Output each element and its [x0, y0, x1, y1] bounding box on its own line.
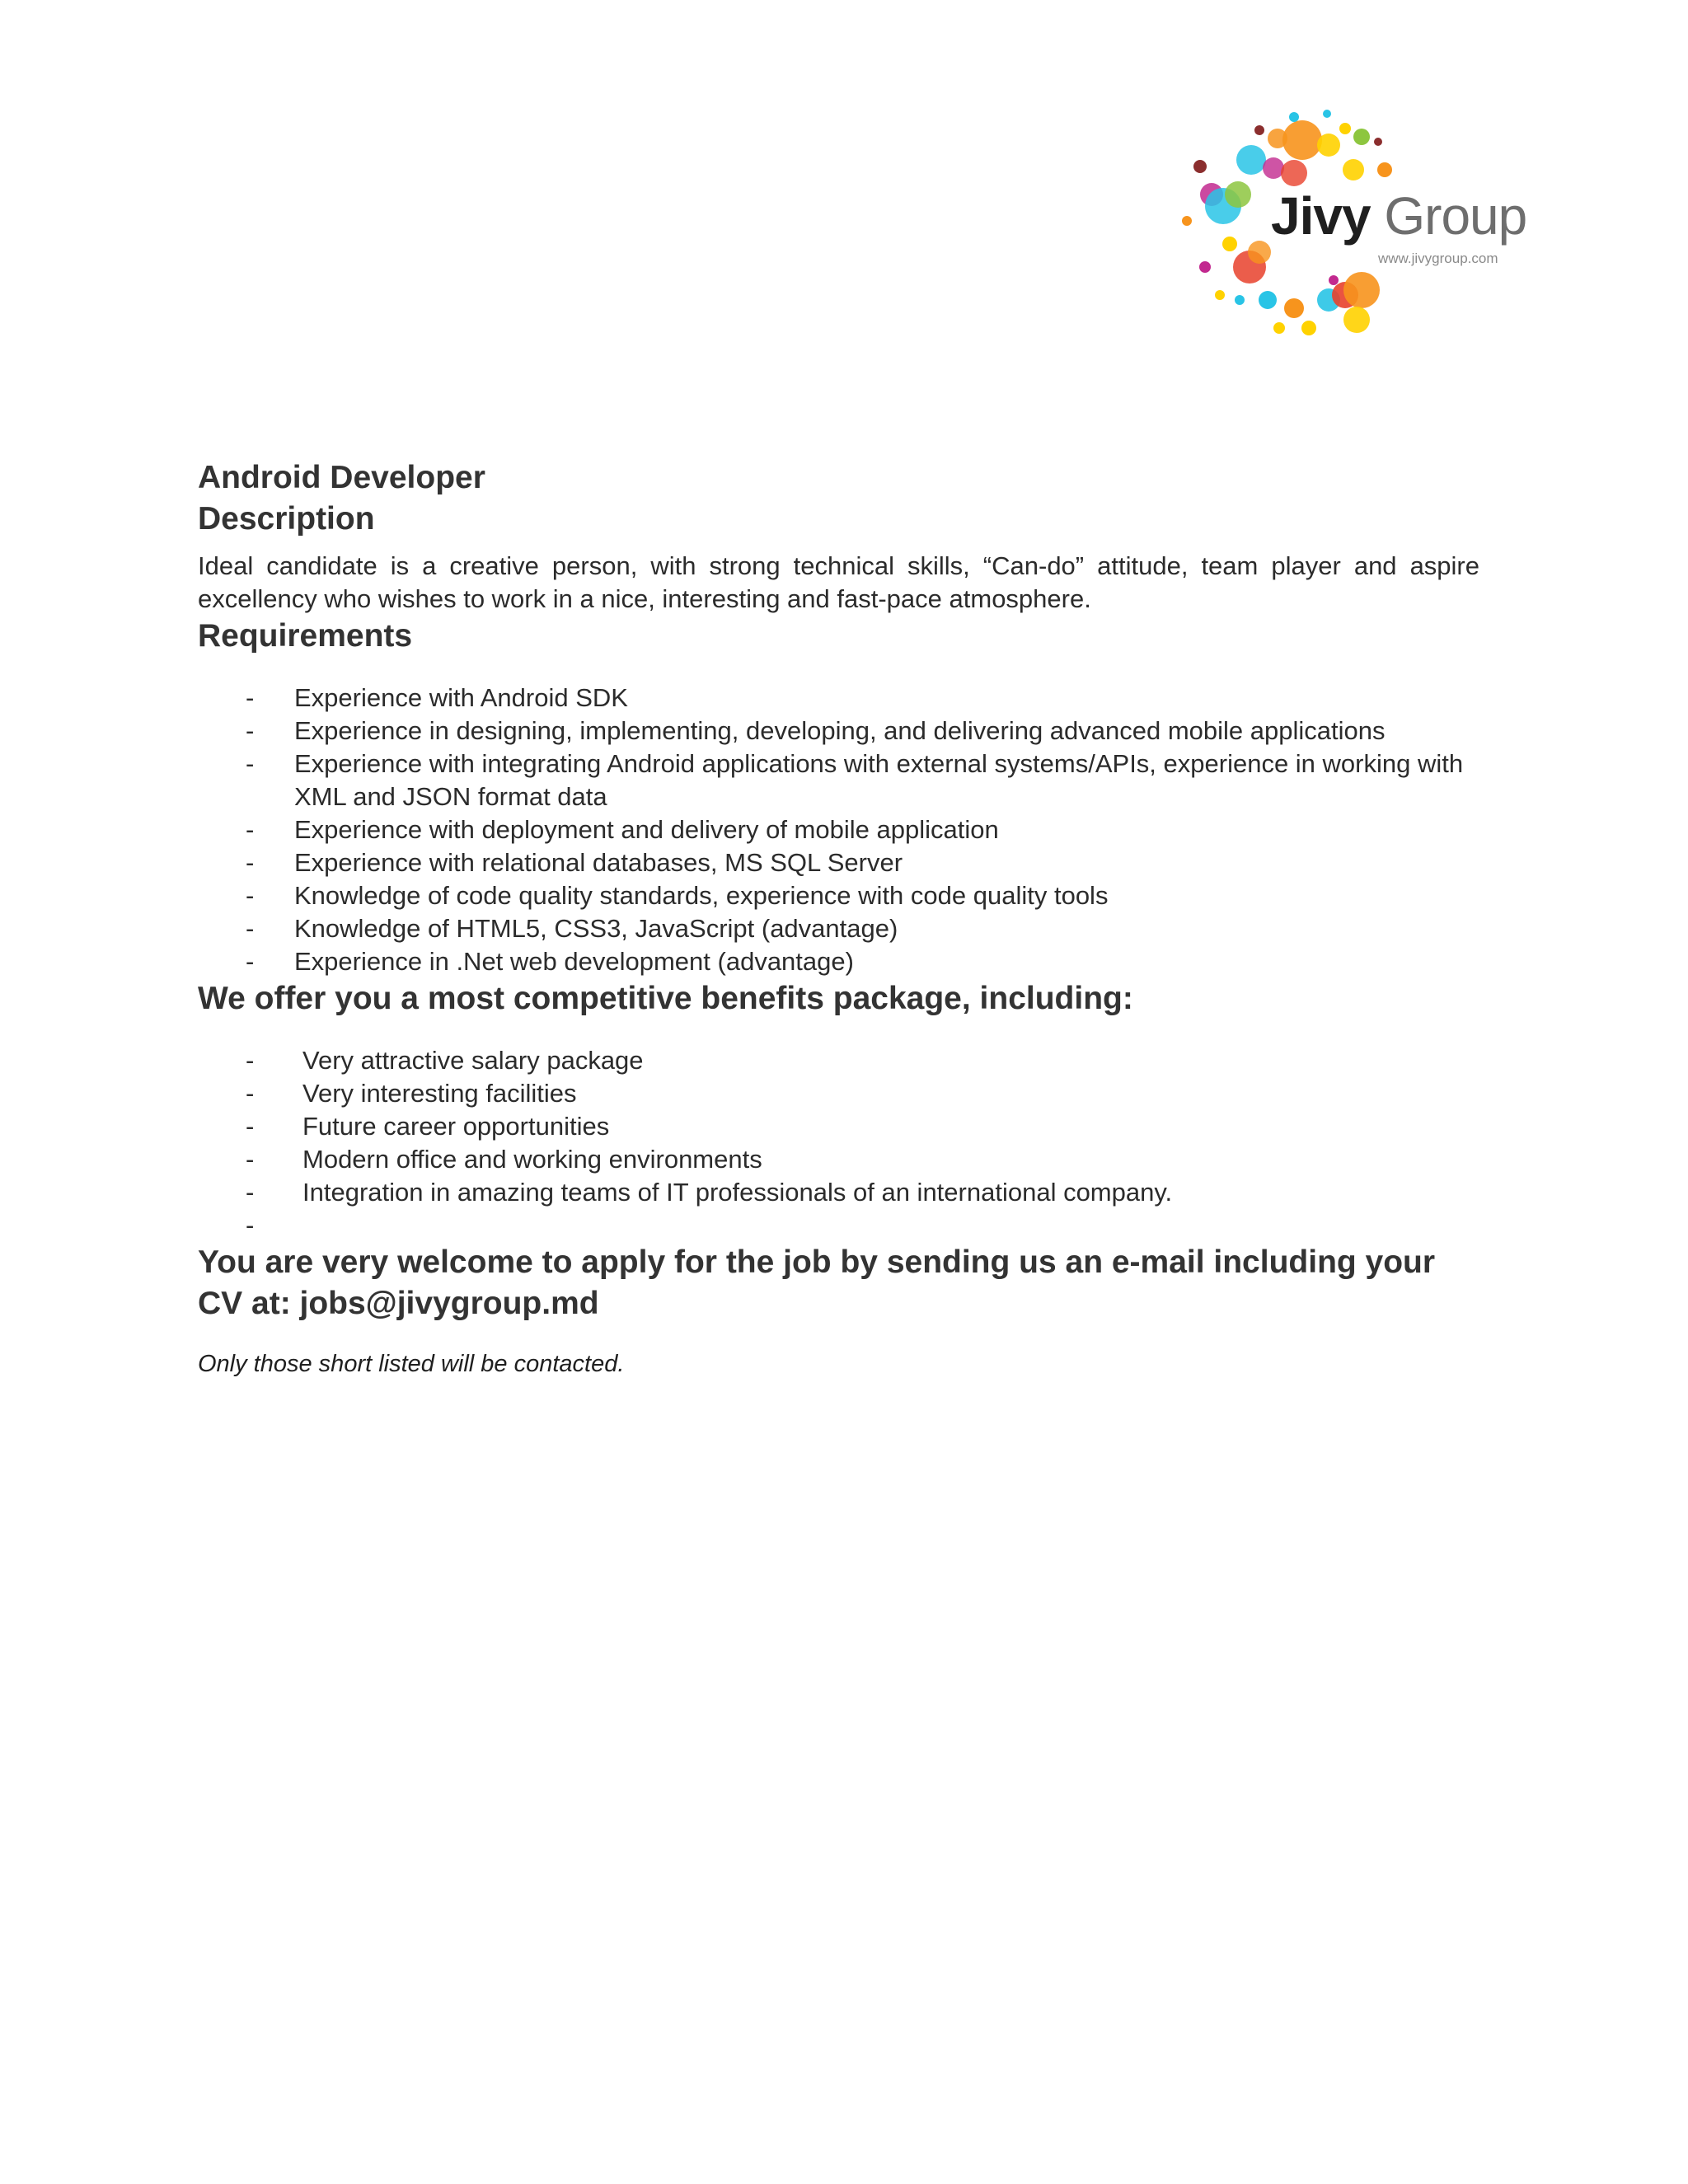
description-text: Ideal candidate is a creative person, with strong technical skills, “Can-do” attitude, team player and aspire excellency who wishes to work in a nice, interesting and fast-pace atmosphere. — [198, 551, 1479, 613]
requirement-text: Knowledge of code quality standards, experience with code quality tools — [294, 881, 1109, 910]
requirement-text: Experience in .Net web development (advantage) — [294, 947, 854, 976]
bullet-dash: - — [246, 1211, 255, 1240]
list-item — [198, 945, 1479, 978]
shortlist-note: Only those short listed will be contacted. — [198, 1351, 625, 1377]
list-item — [198, 912, 1479, 945]
requirement-text: Experience in designing, implementing, developing, and delivering advanced mobile applications — [294, 716, 1386, 745]
bullet-dash: - — [246, 716, 255, 745]
list-item — [198, 846, 1479, 879]
list-item — [198, 1209, 1479, 1242]
logo-url: www.jivygroup.com — [1378, 251, 1498, 266]
bullet-dash: - — [246, 1145, 255, 1174]
list-item — [198, 715, 1479, 748]
bullet-dash: - — [246, 683, 255, 712]
list-item — [198, 1176, 1479, 1209]
benefit-text: Very attractive salary package — [302, 1046, 644, 1075]
benefit-text — [302, 1211, 310, 1240]
bullet-dash: - — [246, 1079, 255, 1108]
job-posting — [198, 457, 1479, 1379]
requirements-list — [198, 682, 1479, 978]
bullet-dash: - — [246, 848, 255, 877]
logo-name-light: Group — [1384, 186, 1527, 246]
requirement-text: Experience with integrating Android applications with external systems/APIs, experience in working with XML and JSON format data — [294, 749, 1464, 811]
benefits-list — [198, 1044, 1479, 1242]
company-logo — [1170, 97, 1533, 344]
bullet-dash: - — [246, 947, 255, 976]
list-item — [198, 1143, 1479, 1176]
bullet-dash: - — [246, 1046, 255, 1075]
bullet-dash: - — [246, 1112, 255, 1141]
requirement-text: Knowledge of HTML5, CSS3, JavaScript (advantage) — [294, 914, 898, 943]
job-title: Android Developer — [198, 460, 485, 495]
apply-heading: You are very welcome to apply for the job by sending us an e-mail including your CV at: jobs@jivygroup.md — [198, 1244, 1436, 1321]
benefits-heading: We offer you a most competitive benefits package, including: — [198, 981, 1133, 1016]
list-item — [198, 1110, 1479, 1143]
requirement-text: Experience with relational databases, MS SQL Server — [294, 848, 903, 877]
requirements-heading: Requirements — [198, 618, 413, 654]
requirement-text: Experience with Android SDK — [294, 683, 628, 712]
description-heading: Description — [198, 501, 375, 537]
bullet-dash: - — [246, 749, 255, 778]
benefit-text: Modern office and working environments — [302, 1145, 762, 1174]
benefit-text: Integration in amazing teams of IT professionals of an international company. — [302, 1178, 1173, 1207]
list-item — [198, 1077, 1479, 1110]
list-item — [198, 1044, 1479, 1077]
bullet-dash: - — [246, 914, 255, 943]
requirement-text: Experience with deployment and delivery of mobile application — [294, 815, 999, 844]
logo-wordmark — [1271, 186, 1527, 246]
list-item — [198, 682, 1479, 715]
list-item — [198, 748, 1479, 813]
benefit-text: Future career opportunities — [302, 1112, 610, 1141]
list-item — [198, 813, 1479, 846]
bullet-dash: - — [246, 1178, 255, 1207]
benefit-text: Very interesting facilities — [302, 1079, 577, 1108]
logo-name-bold: Jivy — [1271, 186, 1371, 246]
bullet-dash: - — [246, 881, 255, 910]
bullet-dash: - — [246, 815, 255, 844]
list-item — [198, 879, 1479, 912]
